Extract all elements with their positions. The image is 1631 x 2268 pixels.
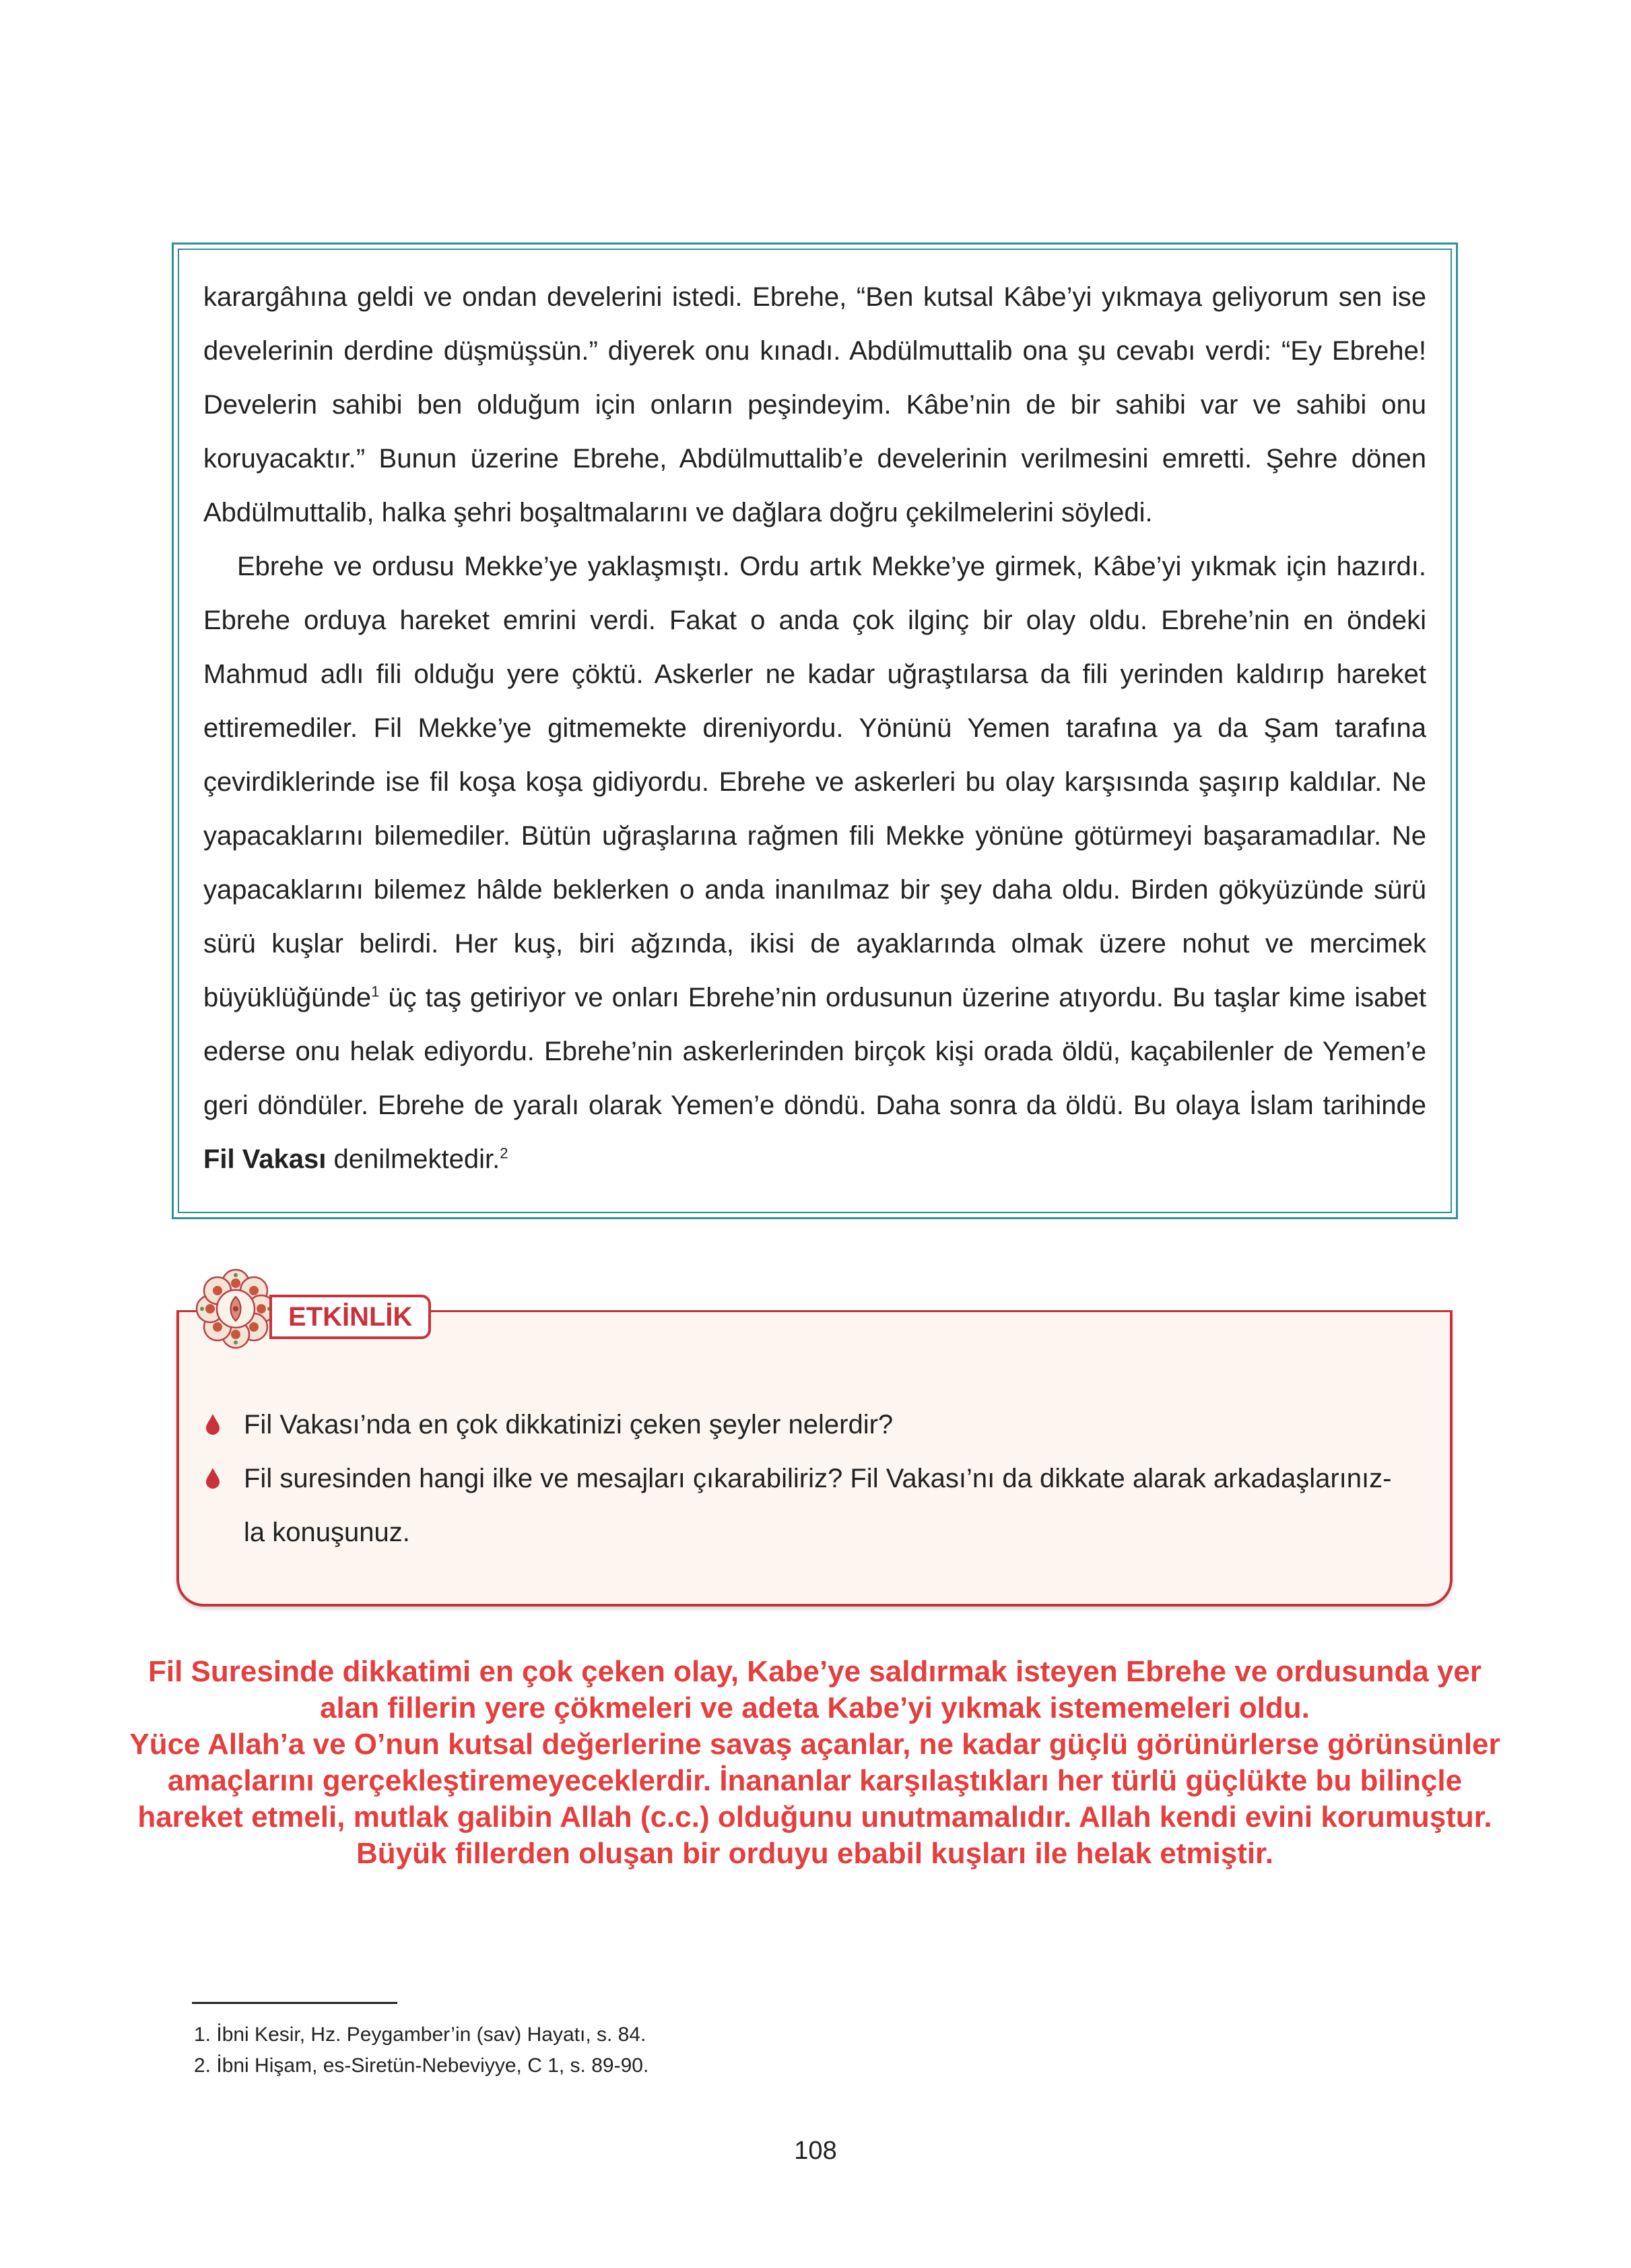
reading-paragraph-2-part-b: üç taş getiriyor ve onları Ebrehe’nin ordusunun üzerine atıyordu. Bu taşlar kime isabet ederse onu helak ediyordu. Ebrehe’nin askerlerinden birçok kişi orada öldü, kaçabilenler de Yemen’e geri döndüler. Ebrehe de yaralı olarak Yemen’e döndü. Daha sonra da öldü. Bu olaya İslam tarihinde (203, 983, 1426, 1120)
floral-ornament-icon (192, 1265, 279, 1353)
answer-line-5: hareket etmeli, mutlak galibin Allah (c.c.) olduğunu unutmamalıdır. Allah kendi evini korumuştur. (137, 1801, 1492, 1834)
reading-paragraph-2-part-c: denilmektedir. (326, 1144, 500, 1174)
answer-line-4: amaçlarını gerçekleştiremeyeceklerdir. İnananlar karşılaştıkları her türlü güçlükte bu bilinçle (167, 1764, 1463, 1797)
page-number: 108 (794, 2137, 837, 2165)
drop-bullet-icon (205, 1413, 221, 1435)
activity-question-2 (202, 1452, 1428, 1559)
student-answer (88, 1654, 1542, 1872)
answer-line-6: Büyük fillerden oluşan bir orduyu ebabil kuşları ile helak etmiştir. (356, 1837, 1273, 1870)
footnote-marker-2: 2 (500, 1144, 508, 1162)
answer-line-3: Yüce Allah’a ve O’nun kutsal değerlerine savaş açanlar, ne kadar güçlü görünürlerse görünsünler (129, 1728, 1500, 1761)
term-fil-vakasi: Fil Vakası (203, 1144, 327, 1174)
drop-bullet-icon (205, 1466, 221, 1489)
footnote-2: 2. İbni Hişam, es-Siretün-Nebeviyye, C 1, s. 89-90. (194, 2054, 649, 2077)
activity-question-list (202, 1398, 1428, 1559)
reading-paragraph-1: karargâhına geldi ve ondan develerini istedi. Ebrehe, “Ben kutsal Kâbe’yi yıkmaya geliyorum sen ise develerinin derdine düşmüşsün.” diyerek onu kınadı. Abdülmuttalib ona şu cevabı verdi: “Ey Ebrehe! Develerin sahibi ben olduğum için onların peşindeyim. Kâbe’nin de bir sahibi var ve sahibi onu koruyacaktır.” Bunun üzerine Ebrehe, Abdülmuttalib’e develerinin verilmesini emretti. Şehre dönen Abdülmuttalib, halka şehri boşaltmalarını ve dağlara doğru çekilmelerini söyledi. (203, 282, 1426, 527)
footnotes (194, 2019, 648, 2081)
activity-question-2-line-2: la konuşunuz. (244, 1518, 410, 1547)
reading-box (172, 242, 1458, 1219)
answer-line-2: alan fillerin yere çökmeleri ve adeta Kabe’yi yıkmak istememeleri oldu. (320, 1691, 1310, 1724)
footnote-marker-1: 1 (371, 983, 380, 1000)
activity-question-2-line-1: Fil suresinden hangi ilke ve mesajları çıkarabiliriz? Fil Vakası’nı da dikkate alarak arkadaşlarınız- (244, 1464, 1392, 1493)
footnote-divider (192, 2002, 397, 2004)
activity-question-1-text: Fil Vakası’nda en çok dikkatinizi çeken şeyler nelerdir? (244, 1410, 894, 1439)
answer-line-1: Fil Suresinde dikkatimi en çok çeken olay, Kabe’ye saldırmak isteyen Ebrehe ve ordusunda yer (148, 1655, 1482, 1688)
reading-paragraph-2 (203, 540, 1426, 1186)
reading-box-inner (178, 249, 1452, 1213)
activity-label: ETKİNLİK (269, 1295, 431, 1339)
activity-question-1 (202, 1398, 1428, 1452)
footnote-1: 1. İbni Kesir, Hz. Peygamber’in (sav) Hayatı, s. 84. (194, 2023, 646, 2046)
reading-paragraph-2-part-a: Ebrehe ve ordusu Mekke’ye yaklaşmıştı. Ordu artık Mekke’ye girmek, Kâbe’yi yıkmak için hazırdı. Ebrehe orduya hareket emrini verdi. Fakat o anda çok ilginç bir olay oldu. Ebrehe’nin en öndeki Mahmud adlı fili olduğu yere çöktü. Askerler ne kadar uğraştılarsa da fili yerinden kaldırıp hareket ettiremediler. Fil Mekke’ye gitmemekte direniyordu. Yönünü Yemen tarafına ya da Şam tarafına çevirdiklerinde ise fil koşa koşa gidiyordu. Ebrehe ve askerleri bu olay karşısında şaşırıp kaldılar. Ne yapacaklarını bilemediler. Bütün uğraşlarına rağmen fili Mekke yönüne götürmeyi başaramadılar. Ne yapacaklarını bilemez hâlde beklerken o anda inanılmaz bir şey daha oldu. Birden gökyüzünde sürü sürü kuşlar belirdi. Her kuş, biri ağzında, ikisi de ayaklarında olmak üzere nohut ve mercimek büyüklüğünde (203, 552, 1426, 1012)
